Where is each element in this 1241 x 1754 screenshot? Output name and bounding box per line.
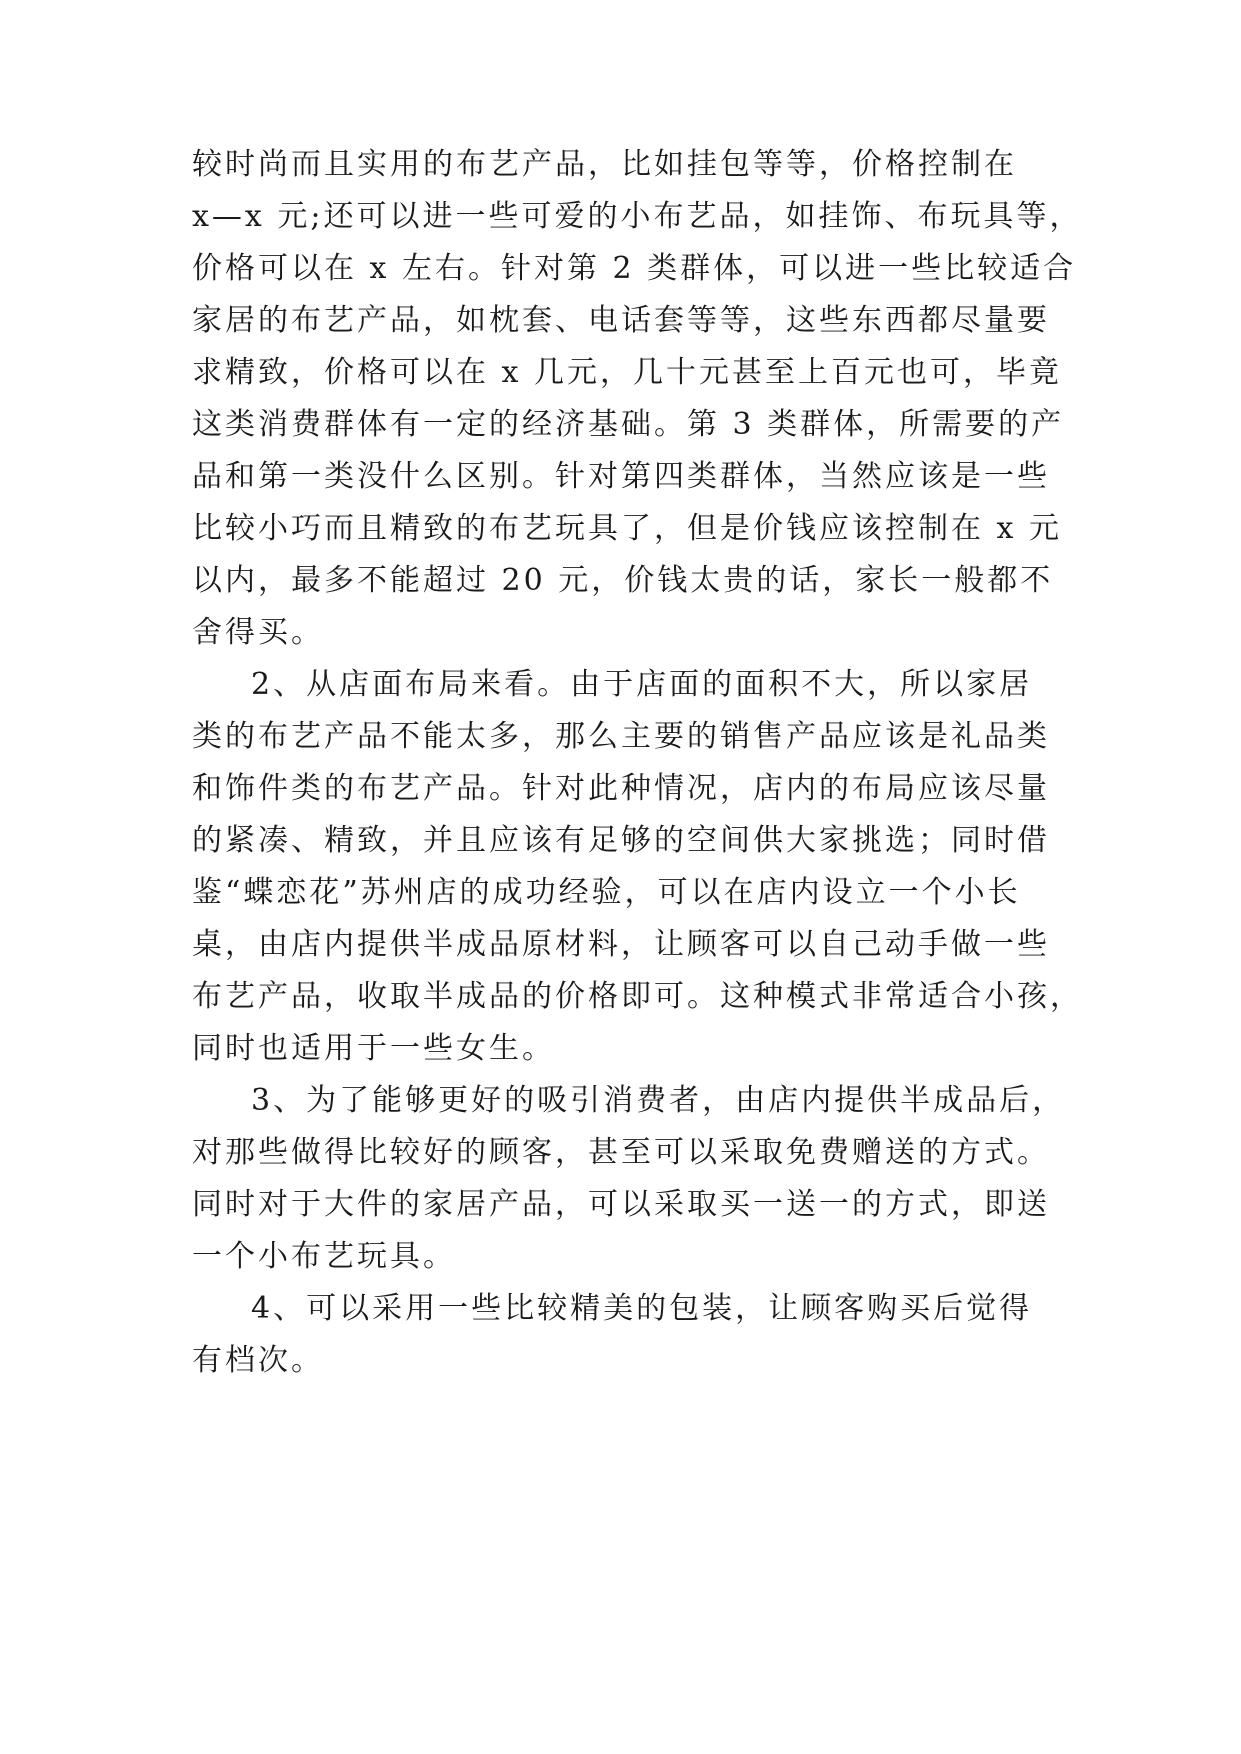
text-line: 求精致，价格可以在 x 几元，几十元甚至上百元也可，毕竟 [192, 355, 1062, 390]
text-line: 比较小巧而且精致的布艺玩具了，但是价钱应该控制在 x 元 [192, 511, 1062, 546]
text-line: 的紧凑、精致，并且应该有足够的空间供大家挑选；同时借 [192, 823, 1050, 858]
text-line: 布艺产品，收取半成品的价格即可。这种模式非常适合小孩， [192, 979, 1083, 1014]
text-line: 价格可以在 x 左右。针对第 2 类群体，可以进一些比较适合 [192, 251, 1077, 286]
text-line: 舍得买。 [192, 615, 324, 650]
paragraph-4-first-line: 4、可以采用一些比较精美的包装，让顾客购买后觉得 [251, 1291, 1033, 1326]
text-line: 和饰件类的布艺产品。针对此种情况，店内的布局应该尽量 [192, 771, 1050, 806]
text-line: x—x 元;还可以进一些可爱的小布艺品，如挂饰、布玩具等， [192, 199, 1083, 234]
text-line: 同时对于大件的家居产品，可以采取买一送一的方式，即送 [192, 1187, 1050, 1222]
text-line: 以内，最多不能超过 20 元，价钱太贵的话，家长一般都不 [192, 563, 1054, 598]
text-line: 家居的布艺产品，如枕套、电话套等等，这些东西都尽量要 [192, 303, 1050, 338]
paragraph-3-first-line: 3、为了能够更好的吸引消费者，由店内提供半成品后， [251, 1083, 1066, 1118]
text-line: 较时尚而且实用的布艺产品，比如挂包等等，价格控制在 [192, 147, 1017, 182]
text-line: 有档次。 [192, 1343, 324, 1378]
text-line: 这类消费群体有一定的经济基础。第 3 类群体，所需要的产 [192, 407, 1065, 442]
text-line: 对那些做得比较好的顾客，甚至可以采取免费赠送的方式。 [192, 1135, 1050, 1170]
text-line: 鉴“蝶恋花”苏州店的成功经验，可以在店内设立一个小长 [192, 875, 1021, 910]
text-line: 品和第一类没什么区别。针对第四类群体，当然应该是一些 [192, 459, 1050, 494]
text-line: 同时也适用于一些女生。 [192, 1031, 555, 1066]
text-line: 类的布艺产品不能太多，那么主要的销售产品应该是礼品类 [192, 719, 1050, 754]
text-line: 一个小布艺玩具。 [192, 1239, 456, 1274]
text-line: 桌，由店内提供半成品原材料，让顾客可以自己动手做一些 [192, 927, 1050, 962]
paragraph-2-first-line: 2、从店面布局来看。由于店面的面积不大，所以家居 [251, 667, 1033, 702]
